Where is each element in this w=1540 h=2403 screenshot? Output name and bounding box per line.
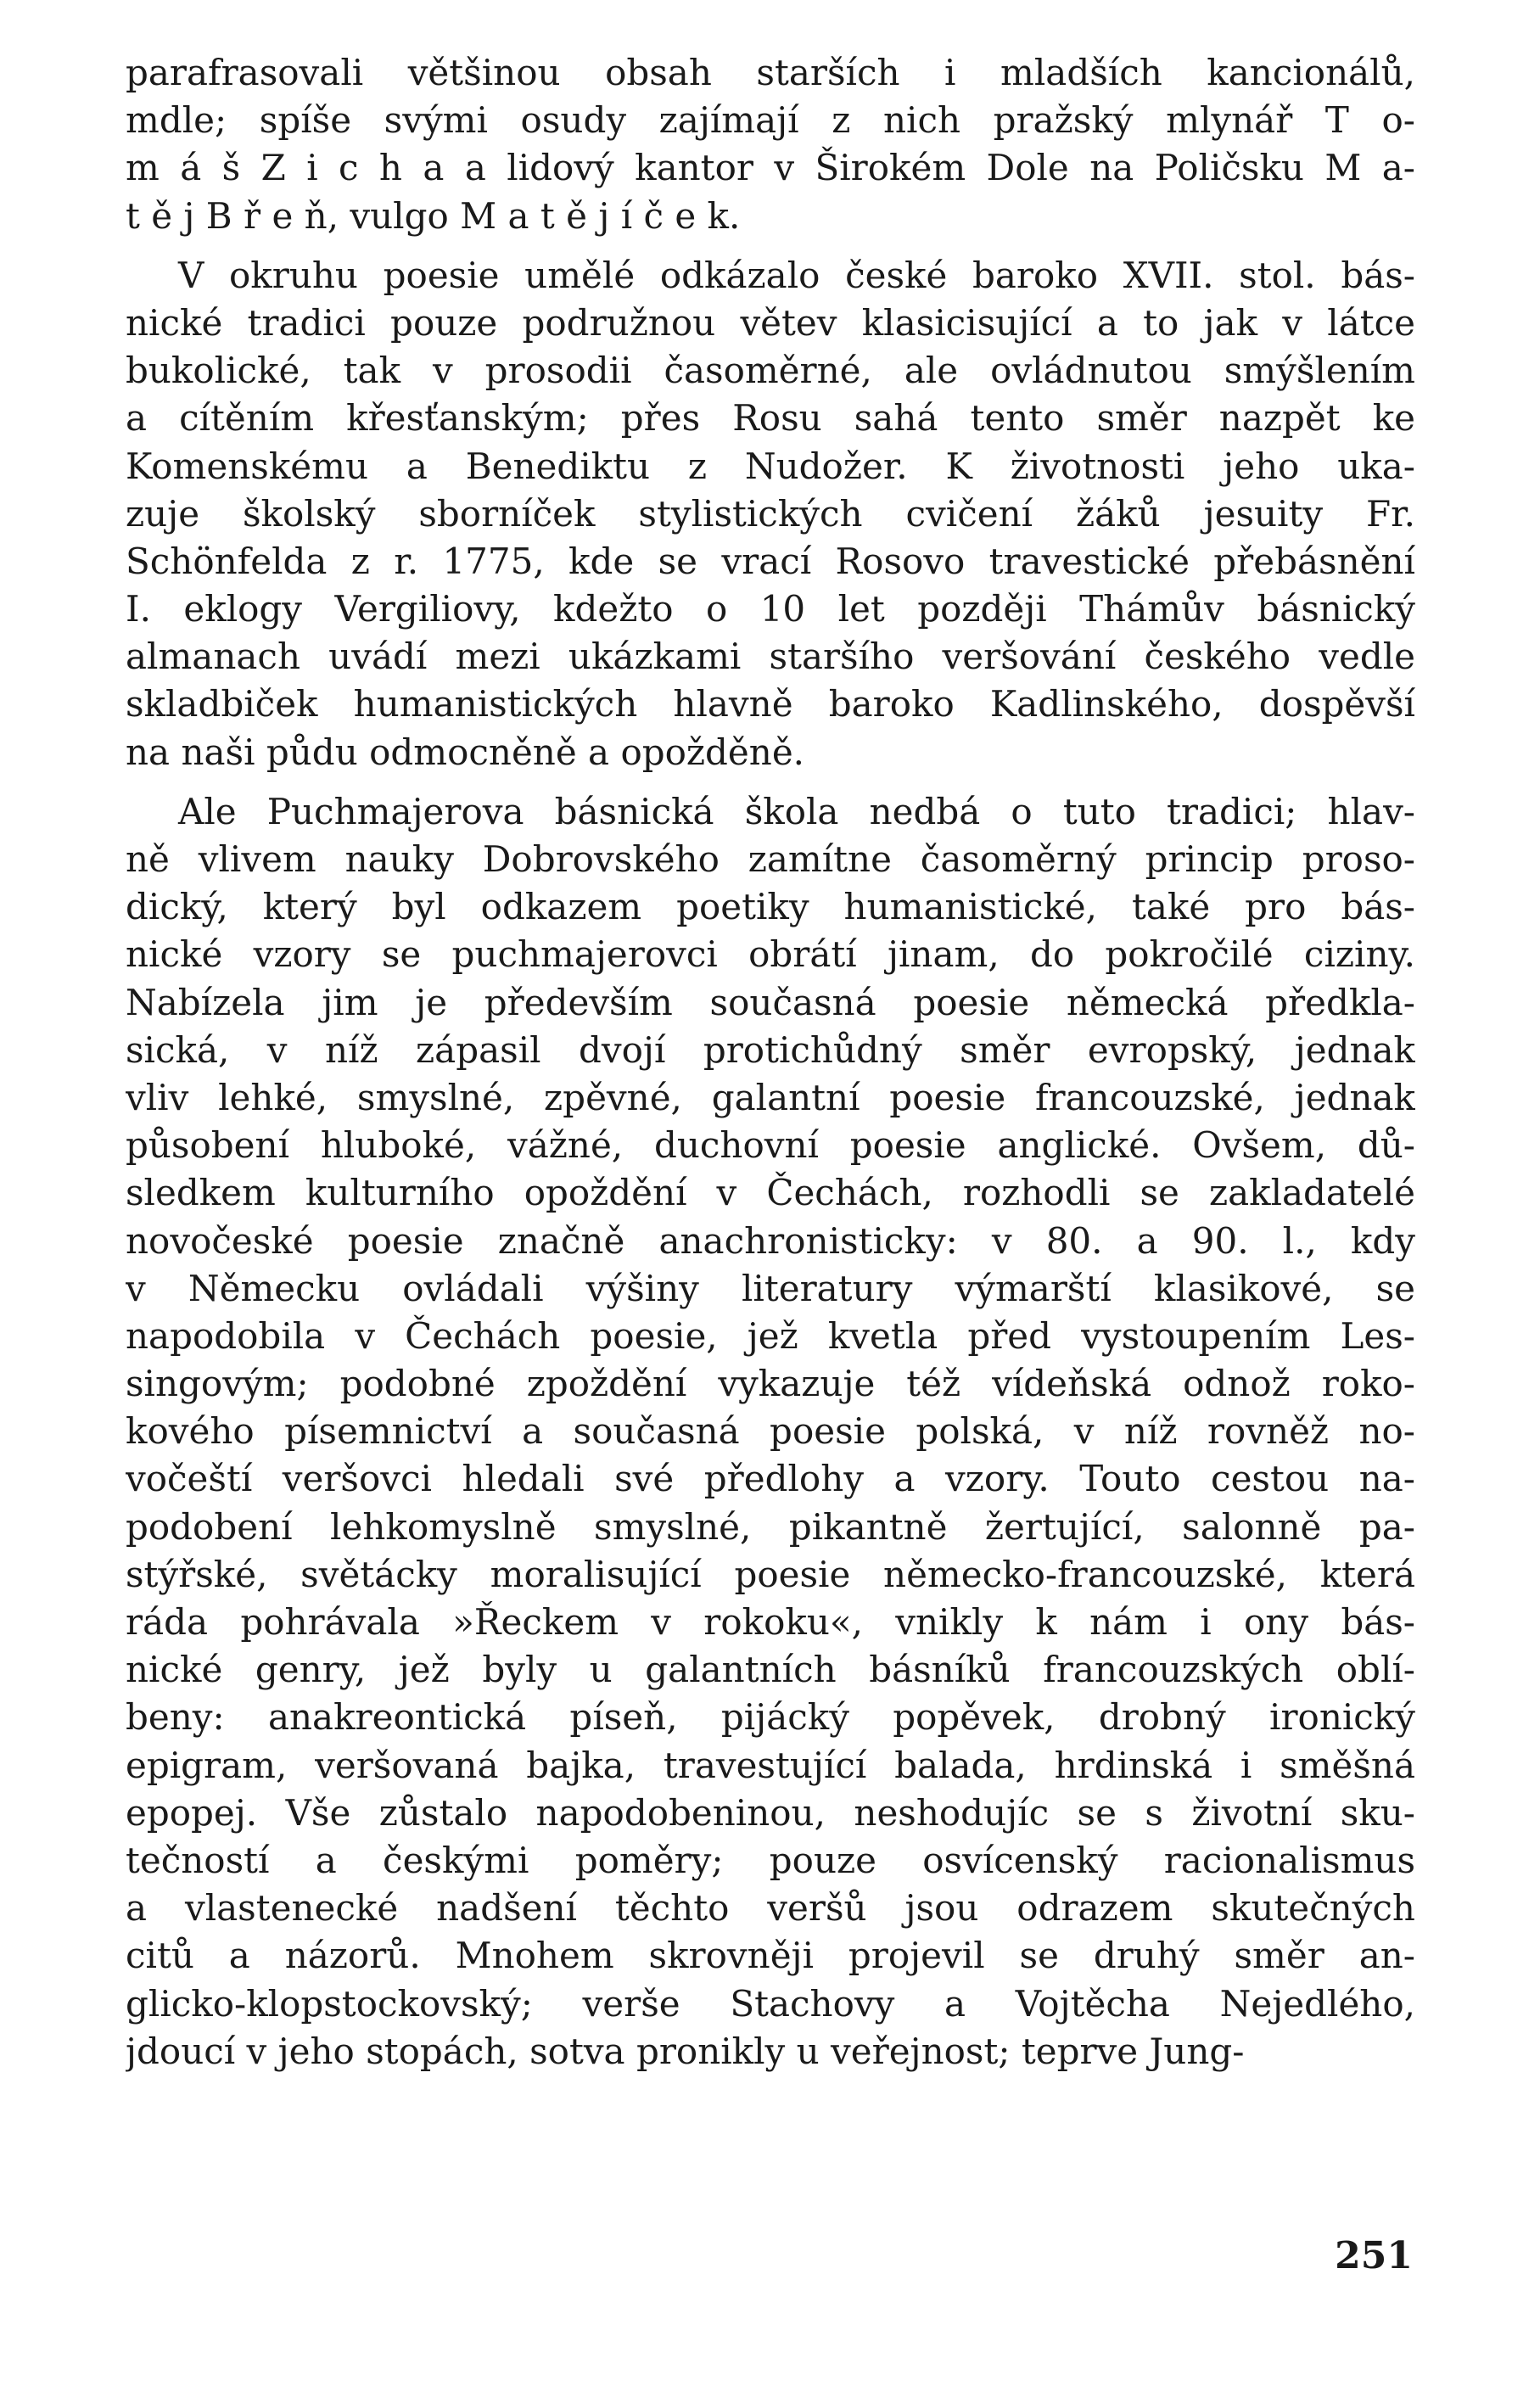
- text-line: Nabízela jim je především současná poesie německá předkla-: [126, 981, 1415, 1023]
- text-line: na naši půdu odmocněně a opožděně.: [126, 731, 805, 773]
- paragraph: [126, 49, 1415, 240]
- text-line: vočeští veršovci hledali své předlohy a vzory. Touto cestou na-: [126, 1458, 1415, 1500]
- text-line: sledkem kulturního opoždění v Čechách, rozhodli se zakladatelé: [126, 1172, 1415, 1214]
- text-line: podobení lehkomyslně smyslné, pikantně žertující, salonně pa-: [126, 1505, 1415, 1548]
- text-line: kového písemnictví a současná poesie polská, v níž rovněž no-: [126, 1410, 1415, 1453]
- text-line: almanach uvádí mezi ukázkami staršího veršování českého vedle: [126, 636, 1415, 678]
- text-line: nické genry, jež byly u galantních básníků francouzských oblí-: [126, 1649, 1415, 1691]
- text-line: skladbiček humanistických hlavně baroko Kadlinského, dospěvší: [126, 683, 1415, 725]
- text-line: beny: anakreontická píseň, pijácký popěvek, drobný ironický: [126, 1696, 1415, 1739]
- text-line: sická, v níž zápasil dvojí protichůdný směr evropský, jednak: [126, 1028, 1415, 1071]
- text-block: [126, 49, 1415, 2075]
- paragraph-gap: [126, 240, 1415, 252]
- paragraph-gap: [126, 776, 1415, 788]
- text-line: V okruhu poesie umělé odkázalo české baroko XVII. stol. bás-: [178, 254, 1415, 296]
- text-line: bukolické, tak v prosodii časoměrné, ale ovládnutou smýšlením: [126, 350, 1415, 392]
- text-line: parafrasovali většinou obsah starších i mladších kancionálů,: [126, 52, 1415, 93]
- text-line: t ě j B ř e ň, vulgo M a t ě j í č e k.: [126, 194, 741, 237]
- paragraph: [126, 788, 1415, 2075]
- text-line: nické tradici pouze podružnou větev klasicisující a to jak v látce: [126, 301, 1415, 344]
- text-line: Schönfelda z r. 1775, kde se vrací Rosovo travestické přebásnění: [126, 540, 1415, 582]
- text-line: zuje školský sborníček stylistických cvičení žáků jesuity Fr.: [126, 492, 1415, 535]
- text-line: a cítěním křesťanským; přes Rosu sahá tento směr nazpět ke: [126, 397, 1415, 440]
- text-line: novočeské poesie značně anachronisticky: v 80. a 90. l., kdy: [126, 1219, 1415, 1262]
- text-line: jdoucí v jeho stopách, sotva pronikly u veřejnost; teprve Jung-: [126, 2030, 1245, 2072]
- text-line: I. eklogy Vergiliovy, kdežto o 10 let později Thámův básnický: [126, 588, 1415, 630]
- text-line: působení hluboké, vážné, duchovní poesie anglické. Ovšem, dů-: [126, 1124, 1415, 1167]
- text-line: ráda pohrávala »Řeckem v rokoku«, vnikly k nám i ony bás-: [126, 1601, 1415, 1643]
- text-line: mdle; spíše svými osudy zajímají z nich pražský mlynář T o-: [126, 99, 1415, 142]
- text-line: Komenskému a Benediktu z Nudožer. K životnosti jeho uka-: [126, 445, 1415, 487]
- text-line: stýřské, světácky moralisující poesie německo-francouzské, která: [126, 1553, 1415, 1595]
- text-line: glicko-klopstockovský; verše Stachovy a Vojtěcha Nejedlého,: [126, 1982, 1415, 2025]
- text-line: epopej. Vše zůstalo napodobeninou, neshodujíc se s životní sku-: [126, 1791, 1415, 1834]
- text-line: napodobila v Čechách poesie, jež kvetla před vystoupením Les-: [126, 1314, 1415, 1357]
- paragraph: [126, 252, 1415, 776]
- page-body: [126, 49, 1415, 2340]
- text-line: epigram, veršovaná bajka, travestující balada, hrdinská i směšná: [126, 1744, 1415, 1786]
- text-line: singovým; podobné zpoždění vykazuje též vídeňská odnož roko-: [126, 1363, 1415, 1405]
- text-line: tečností a českými poměry; pouze osvícenský racionalismus: [126, 1839, 1415, 1881]
- text-line: v Německu ovládali výšiny literatury výmarští klasikové, se: [126, 1267, 1415, 1309]
- text-line: citů a názorů. Mnohem skrovněji projevil se druhý směr an-: [126, 1935, 1415, 1977]
- text-line: vliv lehké, smyslné, zpěvné, galantní poesie francouzské, jednak: [126, 1076, 1415, 1118]
- text-line: ně vlivem nauky Dobrovského zamítne časoměrný princip proso-: [126, 838, 1415, 880]
- text-line: Ale Puchmajerova básnická škola nedbá o tuto tradici; hlav-: [178, 790, 1415, 832]
- text-line: m á š Z i c h a a lidový kantor v Širokém Dole na Poličsku M a-: [126, 147, 1415, 189]
- page-number: 251: [1335, 2234, 1413, 2277]
- text-line: a vlastenecké nadšení těchto veršů jsou odrazem skutečných: [126, 1887, 1415, 1930]
- text-line: nické vzory se puchmajerovci obrátí jinam, do pokročilé ciziny.: [126, 933, 1415, 976]
- text-line: dický, který byl odkazem poetiky humanistické, také pro bás-: [126, 886, 1415, 928]
